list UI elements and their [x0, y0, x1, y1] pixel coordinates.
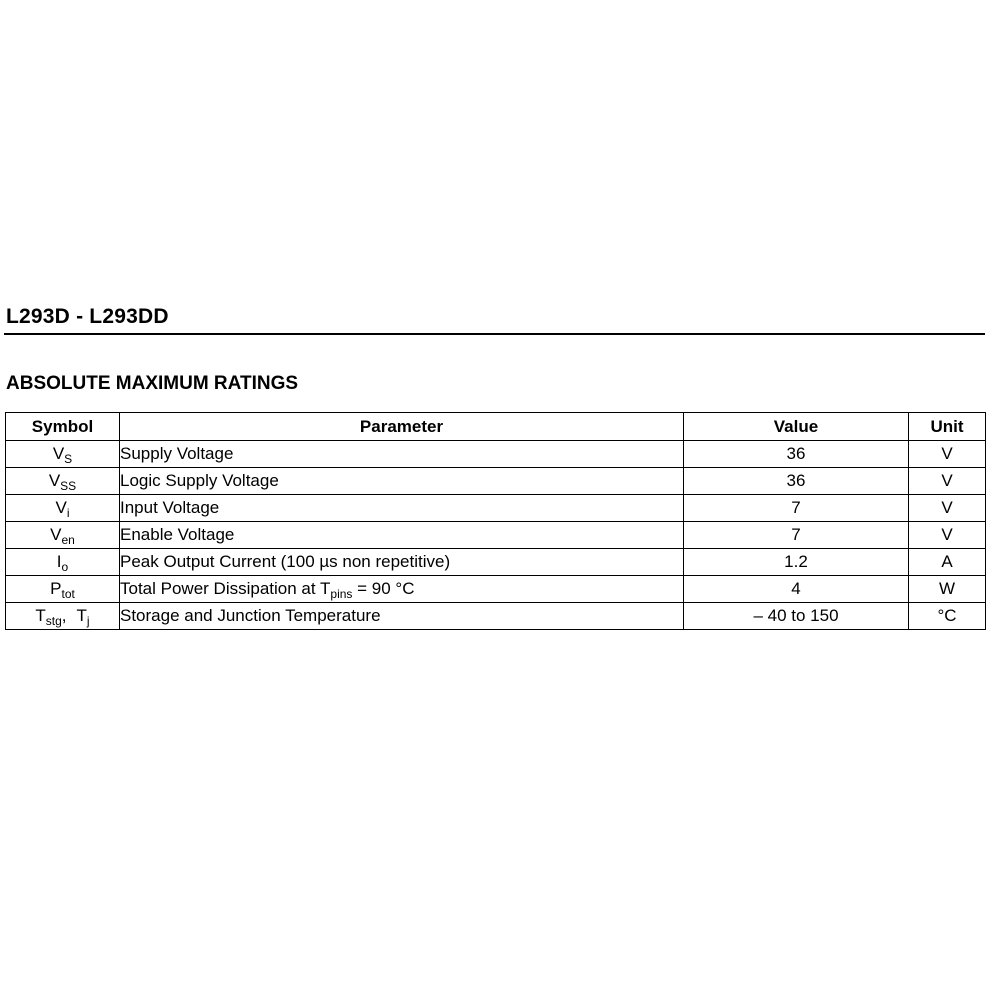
table-row: [6, 522, 986, 549]
parameter-cell: Enable Voltage: [120, 522, 684, 549]
symbol-base: T: [35, 606, 46, 625]
column-header-unit: Unit: [909, 413, 986, 441]
document-title: L293D - L293DD: [6, 305, 169, 328]
unit-cell: V: [909, 522, 986, 549]
symbol-subscript: tot: [61, 587, 75, 601]
column-header-symbol: Symbol: [6, 413, 120, 441]
parameter-cell: Input Voltage: [120, 495, 684, 522]
value-cell: 36: [684, 468, 909, 495]
symbol-separator: ,: [61, 606, 67, 625]
symbol-subscript: o: [61, 560, 69, 574]
symbol-base: P: [50, 579, 62, 598]
symbol-base: V: [48, 471, 61, 490]
parameter-text: Total Power Dissipation at T: [120, 579, 331, 598]
symbol-base: V: [55, 498, 67, 517]
symbol-cell: [6, 441, 120, 468]
symbol-subscript: S: [64, 452, 73, 466]
symbol-base-2: T: [76, 606, 87, 625]
symbol-subscript-2: j: [86, 614, 90, 628]
parameter-text-suffix: = 90 °C: [352, 579, 415, 598]
parameter-cell: Storage and Junction Temperature: [120, 603, 684, 630]
parameter-subscript: pins: [330, 587, 353, 601]
absolute-maximum-ratings-table: [5, 412, 986, 630]
parameter-cell: Peak Output Current (100 µs non repetitive): [120, 549, 684, 576]
table-row: [6, 549, 986, 576]
symbol-subscript: SS: [60, 479, 77, 493]
table-row: [6, 576, 986, 603]
symbol-cell: [6, 603, 120, 630]
unit-cell: V: [909, 495, 986, 522]
value-cell: 7: [684, 495, 909, 522]
symbol-subscript: en: [61, 533, 75, 547]
unit-cell: V: [909, 441, 986, 468]
symbol-cell: [6, 522, 120, 549]
table-row: [6, 495, 986, 522]
symbol-base: V: [50, 525, 62, 544]
symbol-base: V: [52, 444, 65, 463]
table-row: [6, 468, 986, 495]
column-header-parameter: Parameter: [120, 413, 684, 441]
symbol-subscript: stg: [45, 614, 62, 628]
symbol-cell: [6, 576, 120, 603]
value-cell: 7: [684, 522, 909, 549]
value-cell: 4: [684, 576, 909, 603]
unit-cell: W: [909, 576, 986, 603]
column-header-value: Value: [684, 413, 909, 441]
value-cell: – 40 to 150: [684, 603, 909, 630]
table-header-row: [6, 413, 986, 441]
symbol-subscript: i: [66, 506, 70, 520]
parameter-cell: [120, 576, 684, 603]
parameter-cell: Logic Supply Voltage: [120, 468, 684, 495]
section-title: ABSOLUTE MAXIMUM RATINGS: [6, 373, 299, 394]
value-cell: 1.2: [684, 549, 909, 576]
title-divider: [4, 333, 985, 335]
parameter-cell: Supply Voltage: [120, 441, 684, 468]
symbol-cell: [6, 549, 120, 576]
table-row: [6, 603, 986, 630]
symbol-cell: [6, 468, 120, 495]
unit-cell: A: [909, 549, 986, 576]
unit-cell: V: [909, 468, 986, 495]
table-row: [6, 441, 986, 468]
symbol-cell: [6, 495, 120, 522]
unit-cell: °C: [909, 603, 986, 630]
symbol-base: I: [56, 552, 62, 571]
value-cell: 36: [684, 441, 909, 468]
